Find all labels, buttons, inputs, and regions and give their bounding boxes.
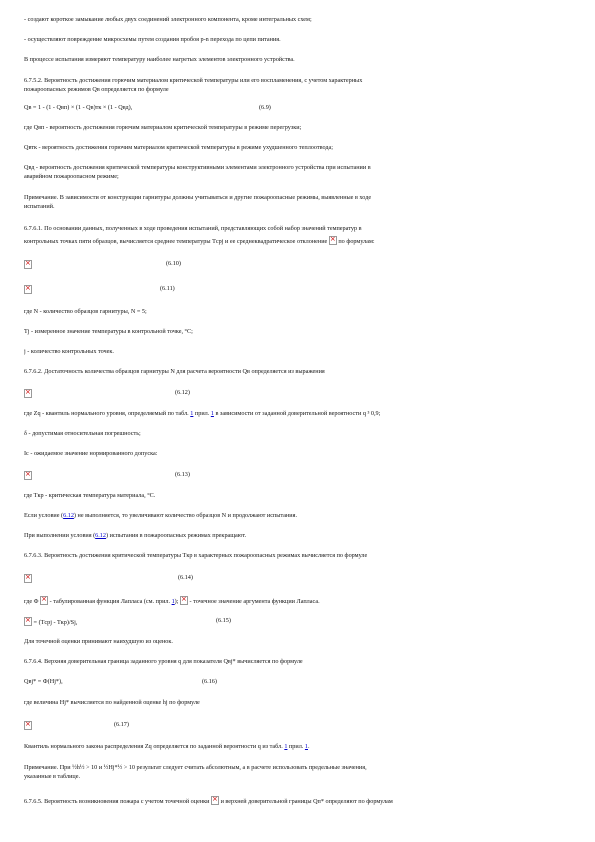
equation-number: (6.17) — [114, 721, 129, 728]
section-6-7-6-1-line-1: 6.7.6.1. По основании данных, полученных в ходе проведения испытаний, представляющих собой набор значений температур в — [24, 225, 362, 232]
equation-number: (6.10) — [166, 260, 181, 267]
text-line: Qвд - вероятность достижения критической температуры конструктивными элементами электронного устройства при испытании в — [24, 164, 371, 171]
table-link[interactable]: 1 — [284, 743, 288, 750]
formula-6-14 — [24, 574, 574, 584]
text-line — [24, 532, 574, 540]
text-segment: ); — [174, 598, 179, 605]
text-line: - осуществляют повреждение микросхемы путем создания пробоя p-n перехода по цепи питания. — [24, 36, 281, 43]
text-line: Ιс - ожидаемое значение нормированного допуска: — [24, 450, 158, 457]
text-segment: и верхней доверительной границы Qп* определяют по формулам — [220, 798, 393, 805]
section-6-7-6-1-line-2 — [24, 236, 574, 246]
broken-image-icon — [24, 574, 32, 583]
text-segment: прил. — [289, 743, 304, 750]
text-line: аварийном пожароопасном режиме; — [24, 173, 119, 180]
text-segment: ) не выполняется, то увеличивают количество образцов N и продолжают испытания. — [73, 512, 297, 519]
formula-6-12 — [24, 389, 574, 399]
text-line: j - количество контрольных точек. — [24, 348, 114, 355]
equation-number: (6.11) — [160, 285, 175, 292]
appendix-link[interactable]: 1 — [171, 598, 175, 605]
text-line: δ - допустимая относительная погрешность; — [24, 430, 141, 437]
text-segment: где Zq - квантиль нормального уровня, определяемый по табл. — [24, 410, 189, 417]
text-line: Qвтк - вероятность достижения горючим материалом критической температуры в режиме ухудшенного теплоотвода; — [24, 144, 333, 151]
section-6-7-6-3: 6.7.6.3. Вероятность достижения критической температуры Tкр в характерных пожароопасных режимах вычисляется по формуле — [24, 552, 368, 559]
text-segment: - табулированная функция Лапласа (см. прил. — [49, 598, 171, 605]
text-line: Квантиль нормального закона распределения Zq определяется по заданной вероятности q из табл. 1 прил. 1. — [24, 743, 310, 750]
text-line: где величина Hj* вычисляется по найденной оценке hj по формуле — [24, 699, 200, 706]
text-line: где Qвп - вероятность достижения горючим материалом критической температуры в режиме перегрузки; — [24, 124, 302, 131]
formula-6-10 — [24, 260, 574, 270]
text-line: Для точечной оценки принимают наихудшую из оценок. — [24, 638, 173, 645]
equation-number: (6.13) — [175, 471, 190, 478]
formula-6-11 — [24, 285, 574, 295]
equation-number: (6.9) — [259, 104, 271, 111]
formula-6-13 — [24, 471, 574, 481]
text-line — [24, 410, 574, 418]
text-segment: Квантиль нормального закона распределения Zq определяется по заданной вероятности q из табл. — [24, 743, 283, 750]
text-segment: 6.7.6.5. Вероятность возникновения пожара с учетом точечной оценки — [24, 798, 210, 805]
text-segment: При выполнении условия ( — [24, 532, 96, 539]
formula-text: Qвj* = Ф(Hj*), — [24, 678, 63, 685]
text-segment: в зависимости от заданной доверительной вероятности q ³ 0,9; — [215, 410, 381, 417]
broken-image-icon — [211, 796, 219, 805]
formula-text: = (Tсрj - Tкр)/Sj, — [33, 619, 78, 626]
text-line — [24, 512, 574, 520]
text-segment: где Ф — [24, 598, 39, 605]
text-segment: прил. — [194, 410, 210, 417]
text-line: где Tкр - критическая температура материала, °C. — [24, 492, 156, 499]
equation-link[interactable]: 6.12 — [95, 532, 106, 539]
section-6-7-6-5 — [24, 796, 574, 806]
text-segment: - точечное значение аргумента функции Лапласа. — [189, 598, 320, 605]
text-line: В процессе испытания измеряют температуру наиболее нагретых элементов электронного устройства. — [24, 56, 295, 63]
section-6-7-5-2-line-2: пожароопасных режимов Qв определяется по формуле — [24, 86, 169, 93]
note-line-2: испытаний. — [24, 203, 55, 210]
broken-image-icon — [24, 260, 32, 269]
broken-image-icon — [24, 285, 32, 294]
formula-6-15 — [24, 617, 574, 627]
appendix-link[interactable]: 1 — [304, 743, 308, 750]
text-segment: по формулам: — [338, 238, 375, 245]
broken-image-icon — [24, 471, 32, 480]
formula-text: Qв = 1 - (1 - Qвп) × (1 - Qв)тк × (1 - Qвд), — [24, 104, 133, 111]
formula-6-17 — [24, 721, 574, 731]
text-line: - создают короткое замыкание любых двух соединений электронного компонента, кроме интегральных схем; — [24, 16, 312, 23]
text-line — [24, 596, 574, 606]
section-6-7-6-4: 6.7.6.4. Верхняя доверительная граница заданного уровня q для показателя Qвj* вычисляется по формуле — [24, 658, 303, 665]
text-line: где N - количество образцов гарнитуры, N = 5; — [24, 308, 147, 315]
formula-6-9 — [24, 104, 574, 114]
note-line-2: указанные в таблице. — [24, 773, 81, 780]
equation-number: (6.12) — [175, 389, 190, 396]
appendix-link[interactable]: 1 — [210, 410, 214, 417]
text-segment: ) испытания в пожароопасных режимах прекращают. — [105, 532, 247, 539]
broken-image-icon — [40, 596, 48, 605]
note-line-1: Примечание. В зависимости от конструкции гарнитуры должны учитываться и другие пожароопасные режимы, выявленные в ходе — [24, 194, 372, 201]
text-segment: контрольных точках пяти образцов, вычисляется среднее температуры Tсрj и ее среднеквадратическое отклонение — [24, 238, 328, 245]
broken-image-icon — [329, 236, 337, 245]
broken-image-icon — [24, 617, 32, 626]
broken-image-icon — [180, 596, 188, 605]
section-6-7-5-2-line-1: 6.7.5.2. Вероятность достижения горючим материалом критической температуры или его воспламенения, с учетом характерных — [24, 77, 363, 84]
section-6-7-6-2: 6.7.6.2. Достаточность количества образцов гарнитуры N для расчета вероятности Qв определяется из выражения — [24, 368, 325, 375]
broken-image-icon — [24, 389, 32, 398]
broken-image-icon — [24, 721, 32, 730]
text-line: Tj - измеренное значение температуры в контрольной точке, °C; — [24, 328, 193, 335]
equation-number: (6.16) — [202, 678, 217, 685]
equation-number: (6.14) — [178, 574, 193, 581]
table-link[interactable]: 1 — [190, 410, 194, 417]
equation-number: (6.15) — [216, 617, 231, 624]
formula-6-16 — [24, 678, 574, 688]
equation-link[interactable]: 6.12 — [63, 512, 74, 519]
text-segment: Если условие ( — [24, 512, 64, 519]
note-line-1: Примечание. При ½h½ > 10 и ½Hj*½ > 10 результат следует считать абсолютным, а в расчете использовать предельные значения, — [24, 764, 367, 771]
